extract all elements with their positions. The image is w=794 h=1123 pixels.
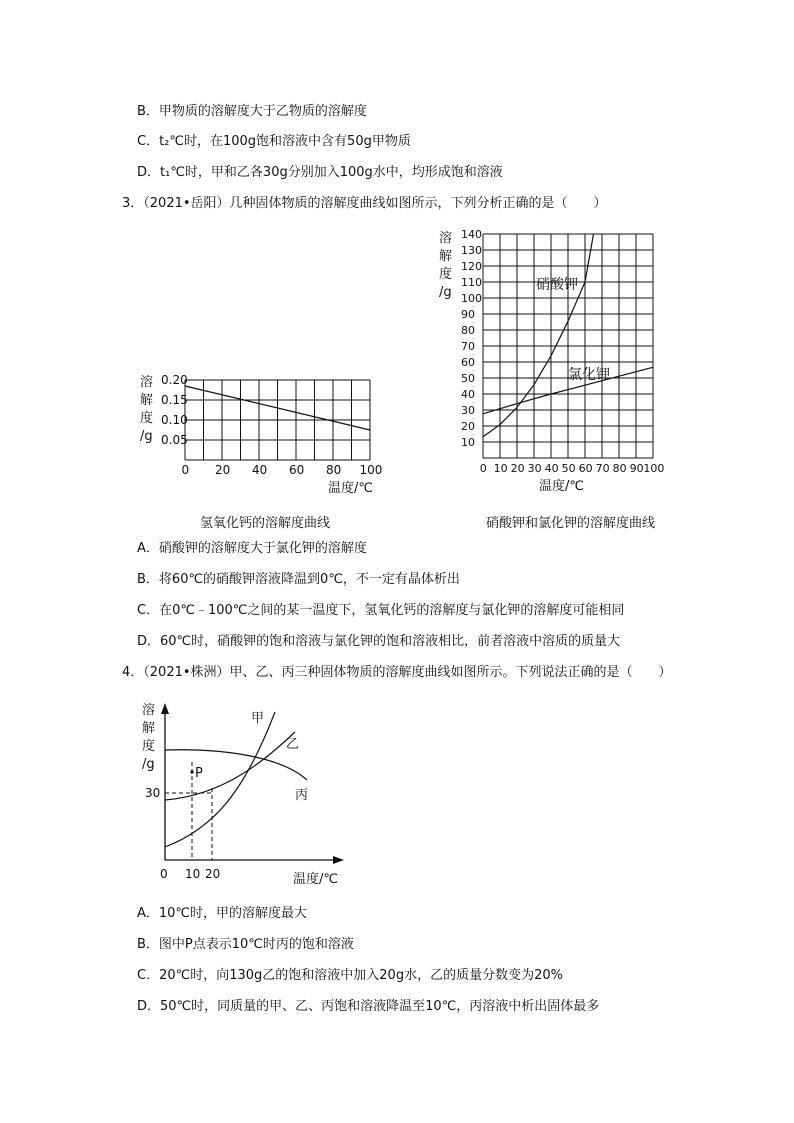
chart3-ylabel-3: 度: [142, 739, 156, 754]
chart3-ylabel-2: 解: [142, 721, 156, 736]
q4-stem: 4．（2021•株洲）甲、乙、丙三种固体物质的溶解度曲线如图所示。下列说法正确的是（ ）: [122, 665, 672, 680]
q2-option-d: D．t₁℃时，甲和乙各30g分别加入100g水中，均形成饱和溶液: [137, 165, 503, 180]
q3-option-a: A．硝酸钾的溶解度大于氯化钾的溶解度: [137, 541, 367, 556]
chart2-ytick: 50: [461, 372, 475, 385]
chart1-xtick: 40: [252, 463, 268, 477]
chart2-ylabel-char: /g: [439, 285, 452, 300]
chart2-xtick: 50: [561, 462, 576, 475]
chart1-ytick: 0.15: [161, 393, 188, 407]
chart2-grid: [483, 234, 653, 458]
q4-option-b: B．图中P点表示10℃时丙的饱和溶液: [137, 937, 354, 952]
chart2-ytick: 60: [461, 356, 475, 369]
chart2-ytick: 90: [461, 308, 475, 321]
q2-option-b: B．甲物质的溶解度大于乙物质的溶解度: [137, 104, 367, 119]
calcium-hydroxide-chart: [135, 370, 395, 496]
chart2-label-kcl: 氯化钾: [568, 366, 610, 383]
three-substances-chart: [135, 700, 355, 890]
chart2-ylabel-char: 解: [439, 249, 453, 264]
chart3-point-p: [190, 770, 193, 773]
chart3-point-p-label: P: [195, 766, 203, 781]
q3-option-b: B．将60℃的硝酸钾溶液降温到0℃，不一定有晶体析出: [137, 572, 460, 587]
chart2-ylabel-char: 溶: [439, 231, 453, 246]
chart2-ytick: 70: [461, 340, 475, 353]
chart3-y-arrow: [161, 703, 169, 714]
chart2-ytick: 140: [461, 228, 482, 241]
chart3-ytick-30: 30: [145, 786, 161, 800]
chart2-label-kno3: 硝酸钾: [536, 277, 578, 294]
chart3-xtick-10: 10: [185, 867, 201, 881]
chart2-ytick: 80: [461, 324, 475, 337]
chart1-ylabel-char: 溶: [140, 375, 154, 390]
chart3-label-yi: 乙: [286, 737, 300, 752]
chart1-ylabel-char: /g: [140, 429, 153, 444]
kno3-kcl-chart: [435, 228, 675, 508]
chart3-ylabel-4: /g: [142, 757, 155, 772]
chart1-xtick: 20: [215, 463, 231, 477]
chart2-xtick: 80: [612, 462, 627, 475]
chart2-xtick: 40: [544, 462, 559, 475]
q4-option-a: A．10℃时，甲的溶解度最大: [137, 906, 308, 921]
chart1-xtick: 80: [326, 463, 342, 477]
chart3-curve-bing: [165, 750, 307, 780]
chart1-xlabel: 温度/℃: [328, 481, 373, 496]
chart2-xtick: 30: [527, 462, 542, 475]
chart2-xtick: 10: [493, 462, 508, 475]
chart3-label-bing: 丙: [295, 788, 309, 803]
chart2-xtick: 60: [578, 462, 593, 475]
chart3-xtick-0: 0: [160, 867, 168, 881]
chart3-label-jia: 甲: [251, 711, 265, 726]
chart1-ylabel-char: 解: [140, 393, 154, 408]
chart3-curve-jia: [165, 712, 275, 847]
q3-stem: 3．（2021•岳阳）几种固体物质的溶解度曲线如图所示，下列分析正确的是（ ）: [122, 196, 607, 211]
chart3-ylabel-1: 溶: [142, 703, 156, 718]
chart1-ytick: 0.05: [161, 433, 188, 447]
chart2-ytick: 40: [461, 388, 475, 401]
chart2-ytick: 120: [461, 260, 482, 273]
q4-option-c: C．20℃时，向130g乙的饱和溶液中加入20g水，乙的质量分数变为20%: [137, 968, 563, 983]
q3-option-d: D．60℃时，硝酸钾的饱和溶液与氯化钾的饱和溶液相比，前者溶液中溶质的质量大: [137, 634, 621, 649]
chart3-xtick-20: 20: [205, 867, 221, 881]
chart2-xlabel: 温度/℃: [539, 479, 584, 494]
chart1-xtick: 100: [359, 463, 383, 477]
chart1-xtick: 0: [181, 463, 190, 477]
q4-option-d: D．50℃时，同质量的甲、乙、丙饱和溶液降温至10℃，丙溶液中析出固体最多: [137, 999, 600, 1014]
chart2-ylabel-char: 度: [439, 267, 453, 282]
chart1-caption: 氢氧化钙的溶解度曲线: [200, 516, 331, 531]
chart2-ytick: 10: [461, 436, 475, 449]
chart3-curve-yi: [165, 732, 295, 800]
q2-option-c: C．t₂℃时，在100g饱和溶液中含有50g甲物质: [137, 134, 411, 149]
chart3-xlabel: 温度/℃: [293, 872, 338, 887]
chart2-ytick: 20: [461, 420, 475, 433]
chart2-caption: 硝酸钾和氯化钾的溶解度曲线: [486, 516, 656, 531]
chart1-ylabel-char: 度: [140, 411, 154, 426]
chart1-ytick: 0.10: [161, 413, 188, 427]
q3-option-c: C．在0℃﹣100℃之间的某一温度下，氢氧化钙的溶解度与氯化钾的溶解度可能相同: [137, 603, 625, 618]
chart2-ytick: 110: [461, 276, 482, 289]
chart2-xtick: 0: [479, 462, 487, 475]
chart2-xtick: 20: [510, 462, 525, 475]
chart1-ytick: 0.20: [161, 373, 188, 387]
chart2-ytick: 130: [461, 244, 482, 257]
chart2-xtick: 100: [643, 462, 665, 475]
chart2-ytick: 100: [461, 292, 482, 305]
chart3-x-arrow: [333, 856, 344, 864]
chart2-xtick: 90: [629, 462, 644, 475]
chart1-xtick: 60: [289, 463, 305, 477]
chart2-xtick: 70: [595, 462, 610, 475]
chart2-ytick: 30: [461, 404, 475, 417]
